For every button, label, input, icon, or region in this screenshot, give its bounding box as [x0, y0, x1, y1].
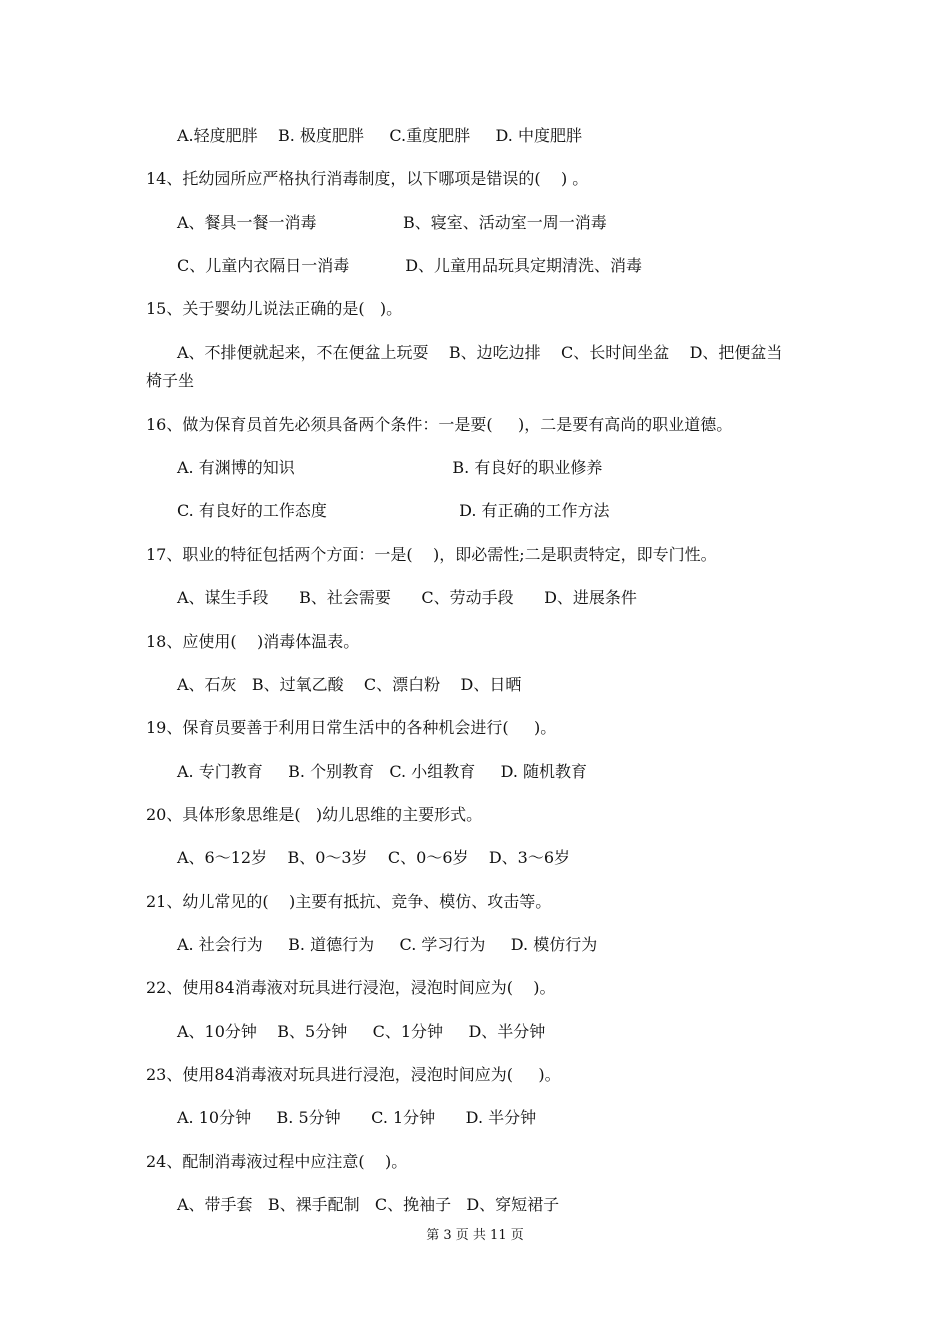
q14-options-row-2: C、儿童内衣隔日一消毒 D、儿童用品玩具定期清洗、消毒 [177, 256, 643, 275]
question-16: 16、做为保育员首先必须具备两个条件：一是要( )，二是要有高尚的职业道德。 [146, 415, 733, 434]
q19-options: A. 专门教育 B. 个别教育 C. 小组教育 D. 随机教育 [177, 762, 588, 781]
q23-options: A. 10分钟 B. 5分钟 C. 1分钟 D. 半分钟 [177, 1108, 537, 1127]
q22-options: A、10分钟 B、5分钟 C、1分钟 D、半分钟 [177, 1022, 546, 1041]
question-14: 14、托幼园所应严格执行消毒制度，以下哪项是错误的( ) 。 [146, 169, 589, 188]
question-15: 15、关于婴幼儿说法正确的是( )。 [146, 299, 403, 318]
question-19: 19、保育员要善于利用日常生活中的各种机会进行( )。 [146, 718, 557, 737]
q24-options: A、带手套 B、裸手配制 C、挽袖子 D、穿短裙子 [177, 1195, 560, 1214]
q17-options: A、谋生手段 B、社会需要 C、劳动手段 D、进展条件 [177, 588, 637, 607]
question-21: 21、幼儿常见的( )主要有抵抗、竞争、模仿、攻击等。 [146, 892, 552, 911]
q16-options-row-2: C. 有良好的工作态度 D. 有正确的工作方法 [177, 501, 610, 520]
q20-options: A、6～12岁 B、0～3岁 C、0～6岁 D、3～6岁 [177, 848, 571, 867]
question-18: 18、应使用( )消毒体温表。 [146, 632, 360, 651]
question-23: 23、使用84消毒液对玩具进行浸泡，浸泡时间应为( )。 [146, 1065, 561, 1084]
q13-options: A.轻度肥胖 B. 极度肥胖 C.重度肥胖 D. 中度肥胖 [177, 126, 582, 145]
question-22: 22、使用84消毒液对玩具进行浸泡，浸泡时间应为( )。 [146, 978, 556, 997]
q14-options-row-1: A、餐具一餐一消毒 B、寝室、活动室一周一消毒 [177, 213, 607, 232]
q15-options: A、不排便就起来，不在便盆上玩耍 B、边吃边排 C、长时间坐盆 D、把便盆当 [177, 343, 783, 362]
q18-options: A、石灰 B、过氧乙酸 C、漂白粉 D、日晒 [177, 675, 522, 694]
page-number-footer: 第 3 页 共 11 页 [426, 1228, 524, 1243]
q21-options: A. 社会行为 B. 道德行为 C. 学习行为 D. 模仿行为 [177, 935, 598, 954]
question-24: 24、配制消毒液过程中应注意( )。 [146, 1152, 408, 1171]
question-20: 20、具体形象思维是( )幼儿思维的主要形式。 [146, 805, 483, 824]
question-17: 17、职业的特征包括两个方面：一是( )，即必需性;二是职责特定，即专门性。 [146, 545, 717, 564]
q16-options-row-1: A. 有渊博的知识 B. 有良好的职业修养 [177, 458, 603, 477]
q15-options-continuation: 椅子坐 [146, 371, 195, 390]
